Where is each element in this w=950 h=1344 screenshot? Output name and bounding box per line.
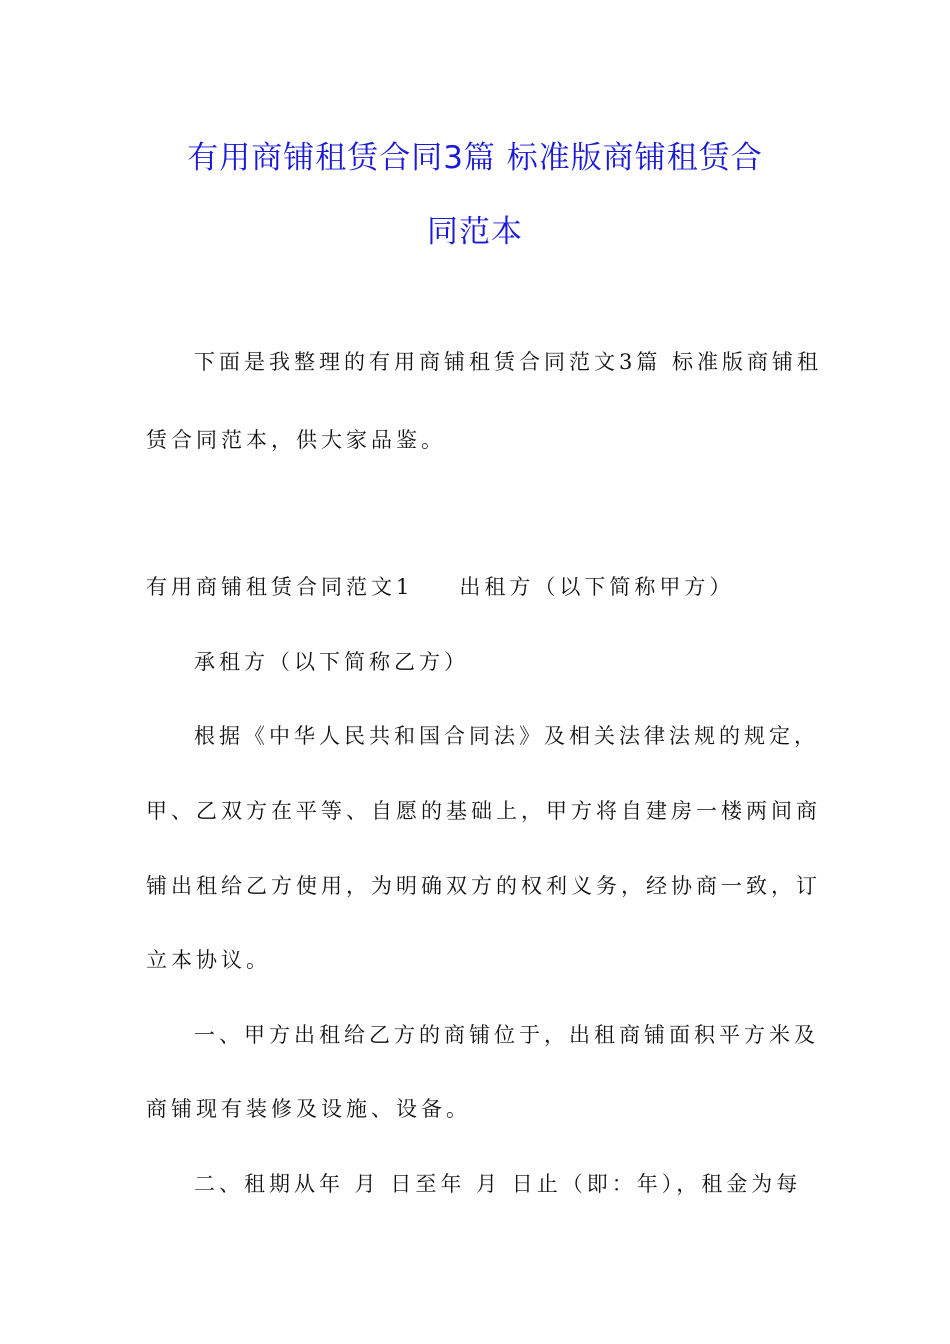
paragraph-1-line-4: 立本协议。 (146, 948, 271, 972)
document-title-line-2: 同范本 (427, 214, 523, 250)
clause-2-line-1: 二、租期从年 月 日至年 月 日止（即：年），租金为每 (194, 1172, 802, 1196)
intro-line-2: 赁合同范本，供大家品鉴。 (146, 428, 446, 452)
section-heading: 有用商铺租赁合同范文1 (146, 575, 414, 599)
lessor-label: 出租方（以下简称甲方） (459, 575, 735, 599)
clause-1-line-1: 一、甲方出租给乙方的商铺位于，出租商铺面积平方米及 (194, 1023, 819, 1047)
intro-line-1: 下面是我整理的有用商铺租赁合同范文3篇 标准版商铺租 (194, 350, 823, 374)
clause-1-line-2: 商铺现有装修及设施、设备。 (146, 1097, 471, 1121)
section-heading-row (146, 571, 734, 601)
document-title-line-1: 有用商铺租赁合同3篇 标准版商铺租赁合 (187, 140, 763, 176)
paragraph-1-line-3: 铺出租给乙方使用，为明确双方的权利义务，经协商一致，订 (146, 874, 821, 898)
paragraph-1-line-2: 甲、乙双方在平等、自愿的基础上，甲方将自建房一楼两间商 (146, 799, 821, 823)
lessee-label: 承租方（以下简称乙方） (194, 650, 469, 674)
paragraph-1-line-1: 根据《中华人民共和国合同法》及相关法律法规的规定， (194, 724, 819, 748)
